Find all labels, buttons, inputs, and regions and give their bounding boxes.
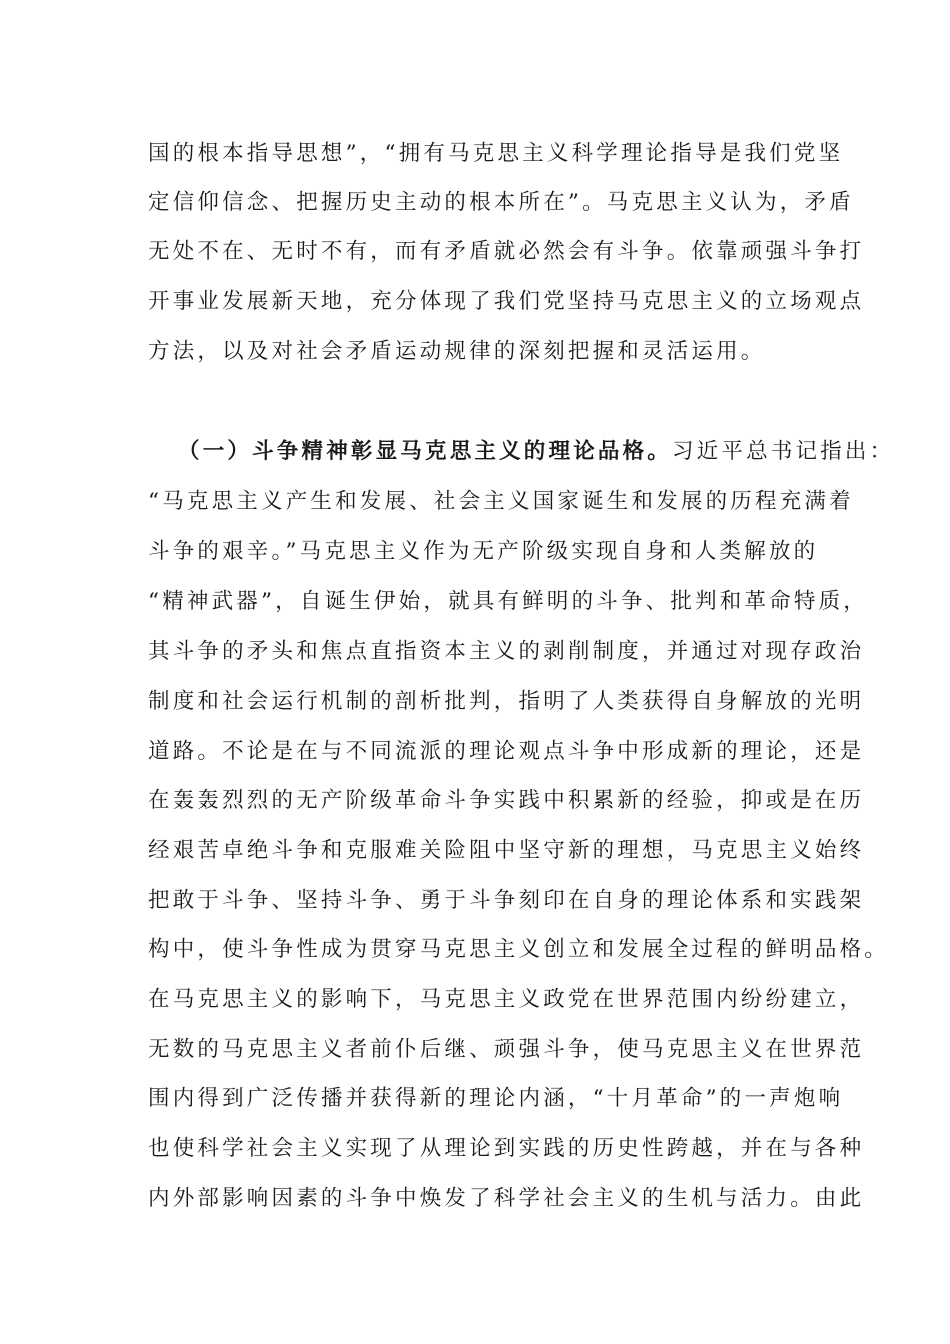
paragraph-1-line: 定信仰信念、把握历史主动的根本所在”。马克思主义认为，矛盾: [148, 190, 854, 215]
paragraph-1-line: 开事业发展新天地，充分体现了我们党坚持马克思主义的立场观点: [148, 289, 865, 314]
paragraph-1-line: 方法，以及对社会矛盾运动规律的深刻把握和灵活运用。: [148, 339, 766, 364]
paragraph-2-line: 无数的马克思主义者前仆后继、顽强斗争，使马克思主义在世界范: [148, 1037, 865, 1062]
paragraph-2-line: 内外部影响因素的斗争中焕发了科学社会主义的生机与活力。由此: [148, 1186, 865, 1211]
paragraph-2-line: 道路。不论是在与不同流派的理论观点斗争中形成新的理论，还是: [148, 739, 865, 764]
paragraph-2-line: “精神武器”，自诞生伊始，就具有鲜明的斗争、批判和革命特质，: [148, 589, 868, 614]
heading-continuation: 习近平总书记指出：: [672, 439, 895, 464]
paragraph-2-line: 在马克思主义的影响下，马克思主义政党在世界范围内纷纷建立，: [148, 987, 865, 1012]
paragraph-2-line: 把敢于斗争、坚持斗争、勇于斗争刻印在自身的理论体系和实践架: [148, 888, 865, 913]
paragraph-2-first-line: [178, 440, 894, 464]
paragraph-2-line: 也使科学社会主义实现了从理论到实践的历史性跨越，并在与各种: [148, 1136, 865, 1161]
paragraph-2-line: 构中，使斗争性成为贯穿马克思主义创立和发展全过程的鲜明品格。: [148, 937, 890, 962]
section-heading: （一）斗争精神彰显马克思主义的理论品格。: [178, 439, 673, 464]
paragraph-2-line: 围内得到广泛传播并获得新的理论内涵，“十月革命”的一声炮响: [148, 1086, 844, 1111]
paragraph-2-line: 经艰苦卓绝斗争和克服难关险阻中坚守新的理想，马克思主义始终: [148, 838, 865, 863]
paragraph-2-line: 其斗争的矛头和焦点直指资本主义的剥削制度，并通过对现存政治: [148, 639, 865, 664]
paragraph-2-line: 斗争的艰辛。”马克思主义作为无产阶级实现自身和人类解放的: [148, 539, 819, 564]
paragraph-2-line: 在轰轰烈烈的无产阶级革命斗争实践中积累新的经验，抑或是在历: [148, 788, 865, 813]
paragraph-1-line: 国的根本指导思想”，“拥有马克思主义科学理论指导是我们党坚: [148, 141, 844, 166]
paragraph-2-line: 制度和社会运行机制的剖析批判，指明了人类获得自身解放的光明: [148, 689, 865, 714]
paragraph-2-line: “马克思主义产生和发展、社会主义国家诞生和发展的历程充满着: [148, 489, 854, 514]
paragraph-1-line: 无处不在、无时不有，而有矛盾就必然会有斗争。依靠顽强斗争打: [148, 239, 865, 264]
